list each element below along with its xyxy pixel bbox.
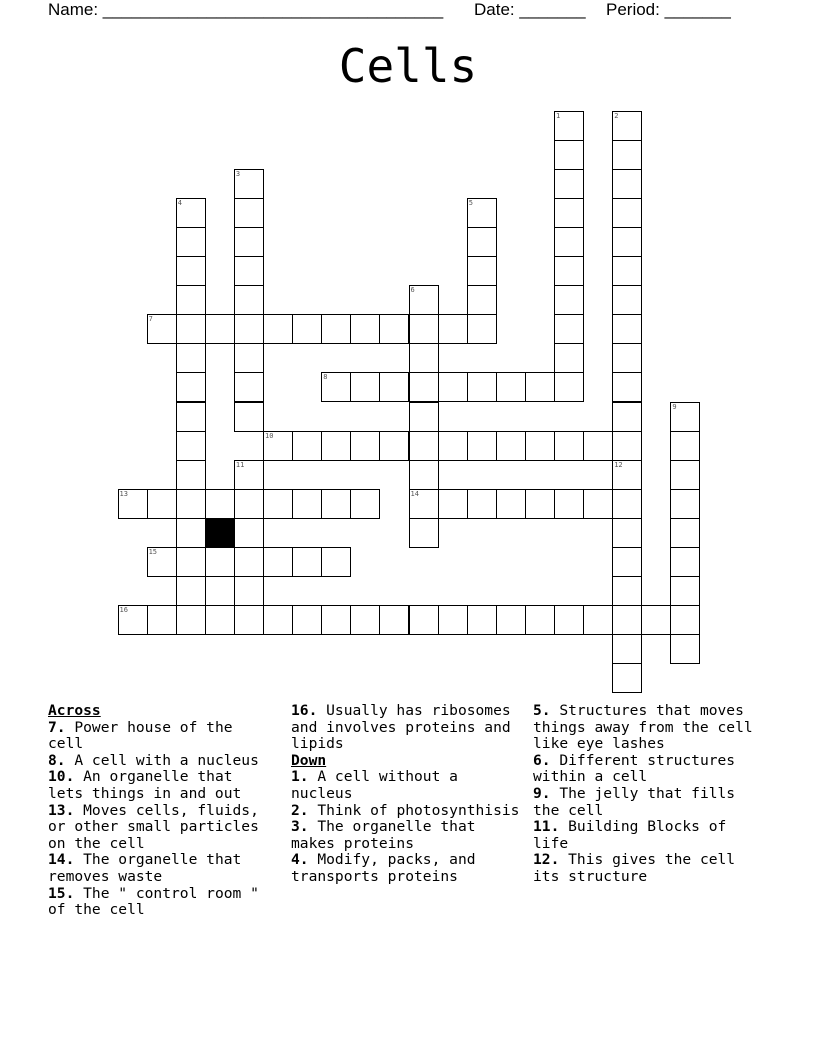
grid-cell[interactable]: [438, 372, 468, 402]
grid-cell[interactable]: [147, 605, 177, 635]
grid-cell[interactable]: [234, 314, 264, 344]
clue-text: The organelle that makes proteins: [291, 818, 476, 852]
grid-cell[interactable]: [670, 518, 700, 548]
clue-number-label: 7.: [48, 718, 66, 736]
grid-cell[interactable]: [234, 605, 264, 635]
grid-cell[interactable]: [350, 489, 380, 519]
clue-number-label: 13.: [48, 801, 75, 819]
clue-number: 9: [672, 402, 677, 411]
clue-number-label: 16.: [291, 702, 318, 719]
grid-cell[interactable]: [205, 489, 235, 519]
grid-cell[interactable]: [147, 547, 177, 577]
across-heading: Across: [48, 702, 101, 719]
grid-cell[interactable]: [612, 489, 642, 519]
clue-text: A cell without a nucleus: [291, 768, 458, 802]
grid-cell[interactable]: [292, 431, 322, 461]
clue-number: 4: [177, 198, 182, 207]
grid-cell[interactable]: [176, 402, 206, 432]
grid-cell[interactable]: [263, 605, 293, 635]
grid-cell[interactable]: [670, 547, 700, 577]
grid-cell[interactable]: [554, 343, 584, 373]
across-clue: [48, 852, 276, 885]
grid-cell[interactable]: [234, 169, 264, 199]
grid-cell[interactable]: [467, 431, 497, 461]
grid-cell[interactable]: [438, 605, 468, 635]
clue-number: 6: [410, 286, 415, 295]
grid-cell[interactable]: [554, 489, 584, 519]
grid-cell[interactable]: [176, 314, 206, 344]
grid-cell[interactable]: [176, 256, 206, 286]
grid-cell[interactable]: [292, 314, 322, 344]
clue-text: This gives the cell its structure: [533, 851, 736, 885]
grid-cell[interactable]: [612, 402, 642, 432]
grid-cell[interactable]: [612, 576, 642, 606]
clue-column-1: [48, 703, 276, 919]
grid-cell[interactable]: [496, 605, 526, 635]
grid-cell[interactable]: [321, 431, 351, 461]
grid-cell[interactable]: [525, 605, 555, 635]
grid-cell[interactable]: [176, 460, 206, 490]
grid-cell[interactable]: [176, 343, 206, 373]
clue-number-label: 15.: [48, 884, 75, 902]
clue-number-label: 14.: [48, 851, 75, 869]
clue-text: The jelly that fills the cell: [533, 784, 736, 819]
clue-number-label: 10.: [48, 768, 75, 786]
grid-cell[interactable]: [554, 140, 584, 170]
grid-cell[interactable]: [583, 431, 613, 461]
grid-cell[interactable]: [612, 663, 642, 693]
grid-cell[interactable]: [118, 489, 148, 519]
grid-cell[interactable]: [409, 314, 439, 344]
clue-text: Modify, packs, and transports proteins: [291, 851, 476, 885]
across-clue: [48, 803, 276, 853]
grid-cell[interactable]: [496, 489, 526, 519]
clue-column-2: [291, 703, 521, 886]
down-clue: [291, 803, 521, 820]
grid-cell[interactable]: [612, 460, 642, 490]
grid-cell[interactable]: [234, 198, 264, 228]
clue-number: 13: [119, 489, 128, 498]
grid-cell[interactable]: [409, 431, 439, 461]
grid-cell[interactable]: [583, 605, 613, 635]
clue-number-label: 8.: [48, 751, 66, 769]
grid-cell[interactable]: [554, 227, 584, 257]
grid-cell[interactable]: [409, 460, 439, 490]
grid-cell[interactable]: [321, 489, 351, 519]
grid-cell[interactable]: [379, 314, 409, 344]
grid-cell[interactable]: [379, 431, 409, 461]
grid-cell[interactable]: [176, 518, 206, 548]
grid-cell[interactable]: [438, 314, 468, 344]
grid-cell[interactable]: [234, 460, 264, 490]
grid-cell[interactable]: [467, 605, 497, 635]
grid-cell[interactable]: [234, 227, 264, 257]
grid-cell[interactable]: [321, 314, 351, 344]
clue-text: Different structures within a cell: [533, 751, 736, 786]
grid-cell[interactable]: [612, 111, 642, 141]
black-square: [205, 518, 235, 548]
grid-cell[interactable]: [234, 343, 264, 373]
down-clue: [291, 852, 521, 885]
clue-number: 2: [614, 111, 619, 120]
down-clue: [533, 786, 763, 819]
grid-cell[interactable]: [409, 343, 439, 373]
grid-cell[interactable]: [641, 605, 671, 635]
clue-number-label: 1.: [291, 768, 309, 786]
name-field[interactable]: Name: ____________________________________: [48, 0, 444, 19]
date-field[interactable]: Date: _______: [474, 0, 586, 19]
grid-cell[interactable]: [612, 169, 642, 199]
clue-number: 7: [148, 315, 153, 324]
grid-cell[interactable]: [176, 227, 206, 257]
grid-cell[interactable]: [176, 489, 206, 519]
grid-cell[interactable]: [292, 605, 322, 635]
clue-text: The " control room " of the cell: [48, 884, 259, 919]
grid-cell[interactable]: [670, 431, 700, 461]
grid-cell[interactable]: [670, 634, 700, 664]
grid-cell[interactable]: [467, 227, 497, 257]
grid-cell[interactable]: [438, 431, 468, 461]
grid-cell[interactable]: [176, 431, 206, 461]
clue-number-label: 6.: [533, 751, 551, 769]
grid-cell[interactable]: [554, 285, 584, 315]
grid-cell[interactable]: [612, 518, 642, 548]
grid-cell[interactable]: [350, 314, 380, 344]
down-clue: [533, 753, 763, 786]
grid-cell[interactable]: [205, 547, 235, 577]
clue-number: 8: [323, 373, 328, 382]
grid-cell[interactable]: [409, 402, 439, 432]
clue-text: Think of photosynthisis: [308, 801, 520, 819]
grid-cell[interactable]: [176, 605, 206, 635]
grid-cell[interactable]: [612, 227, 642, 257]
grid-cell[interactable]: [554, 111, 584, 141]
clue-number-label: 11.: [533, 818, 560, 836]
grid-cell[interactable]: [234, 372, 264, 402]
grid-cell[interactable]: [554, 256, 584, 286]
down-clue: [533, 703, 763, 753]
grid-cell[interactable]: [467, 285, 497, 315]
grid-cell[interactable]: [176, 547, 206, 577]
grid-cell[interactable]: [554, 605, 584, 635]
grid-cell[interactable]: [176, 372, 206, 402]
clue-text: An organelle that lets things in and out: [48, 768, 242, 802]
grid-cell[interactable]: [292, 547, 322, 577]
grid-cell[interactable]: [670, 489, 700, 519]
grid-cell[interactable]: [670, 460, 700, 490]
down-clue: [533, 852, 763, 885]
grid-cell[interactable]: [409, 489, 439, 519]
grid-cell[interactable]: [612, 198, 642, 228]
clue-number: 1: [556, 111, 561, 120]
clue-text: Power house of the cell: [48, 718, 233, 753]
grid-cell[interactable]: [147, 314, 177, 344]
grid-cell[interactable]: [234, 489, 264, 519]
grid-cell[interactable]: [554, 431, 584, 461]
clue-number: 12: [614, 460, 623, 469]
grid-cell[interactable]: [176, 285, 206, 315]
clue-number: 3: [235, 169, 241, 178]
clue-number: 11: [235, 460, 245, 469]
grid-cell[interactable]: [554, 198, 584, 228]
across-clue: [48, 769, 276, 802]
grid-cell[interactable]: [612, 372, 642, 402]
grid-cell[interactable]: [176, 576, 206, 606]
grid-cell[interactable]: [409, 605, 439, 635]
clue-number-label: 2.: [291, 801, 309, 819]
clue-number-label: 9.: [533, 784, 551, 802]
grid-cell[interactable]: [234, 285, 264, 315]
grid-cell[interactable]: [554, 314, 584, 344]
clue-number-label: 5.: [533, 702, 551, 719]
grid-cell[interactable]: [670, 576, 700, 606]
clue-text: Structures that moves things away from the cell like eye lashes: [533, 702, 753, 753]
grid-cell[interactable]: [496, 431, 526, 461]
grid-cell[interactable]: [292, 489, 322, 519]
clue-number-label: 4.: [291, 851, 309, 869]
puzzle-title: Cells: [338, 39, 478, 93]
grid-cell[interactable]: [612, 634, 642, 664]
grid-cell[interactable]: [670, 605, 700, 635]
grid-cell[interactable]: [409, 285, 439, 315]
clue-number: 14: [410, 489, 419, 498]
down-clue: [291, 819, 521, 852]
grid-cell[interactable]: [525, 489, 555, 519]
grid-cell[interactable]: [263, 314, 293, 344]
grid-cell[interactable]: [612, 140, 642, 170]
grid-cell[interactable]: [321, 372, 351, 402]
grid-cell[interactable]: [467, 314, 497, 344]
grid-cell[interactable]: [379, 372, 409, 402]
grid-cell[interactable]: [234, 576, 264, 606]
clue-number: 10: [265, 431, 274, 440]
period-field[interactable]: Period: _______: [606, 0, 731, 19]
grid-cell[interactable]: [321, 547, 351, 577]
grid-cell[interactable]: [321, 605, 351, 635]
grid-cell[interactable]: [554, 372, 584, 402]
grid-cell[interactable]: [263, 489, 293, 519]
grid-cell[interactable]: [205, 605, 235, 635]
grid-cell[interactable]: [467, 489, 497, 519]
clue-number-label: 3.: [291, 818, 309, 836]
across-clue: [48, 886, 276, 919]
grid-cell[interactable]: [554, 169, 584, 199]
grid-cell[interactable]: [350, 605, 380, 635]
clue-column-3: [533, 703, 763, 886]
grid-cell[interactable]: [234, 547, 264, 577]
across-clue: [291, 703, 521, 753]
grid-cell[interactable]: [263, 431, 293, 461]
grid-cell[interactable]: [350, 372, 380, 402]
grid-cell[interactable]: [583, 489, 613, 519]
grid-cell[interactable]: [438, 489, 468, 519]
grid-cell[interactable]: [176, 198, 206, 228]
grid-cell[interactable]: [670, 402, 700, 432]
clue-text: Building Blocks of life: [533, 818, 727, 852]
grid-cell[interactable]: [525, 431, 555, 461]
grid-cell[interactable]: [467, 372, 497, 402]
grid-cell[interactable]: [234, 256, 264, 286]
clue-text: Usually has ribosomes and involves proteins and lipids: [291, 702, 511, 753]
grid-cell[interactable]: [409, 372, 439, 402]
down-clue: [291, 769, 521, 802]
grid-cell[interactable]: [379, 605, 409, 635]
grid-cell[interactable]: [525, 372, 555, 402]
clue-text: Moves cells, fluids, or other small particles on the cell: [48, 801, 259, 852]
grid-cell[interactable]: [234, 518, 264, 548]
grid-cell[interactable]: [263, 547, 293, 577]
across-clue: [48, 753, 276, 770]
grid-cell[interactable]: [234, 402, 264, 432]
grid-cell[interactable]: [350, 431, 380, 461]
clue-number-label: 12.: [533, 851, 560, 869]
grid-cell[interactable]: [496, 372, 526, 402]
grid-cell[interactable]: [118, 605, 148, 635]
grid-cell[interactable]: [612, 605, 642, 635]
grid-cell[interactable]: [612, 285, 642, 315]
grid-cell[interactable]: [612, 547, 642, 577]
across-clue: [48, 720, 276, 753]
clue-text: The organelle that removes waste: [48, 851, 242, 885]
grid-cell[interactable]: [612, 314, 642, 344]
grid-cell[interactable]: [467, 198, 497, 228]
down-heading: Down: [291, 751, 327, 769]
down-clue: [533, 819, 763, 852]
grid-cell[interactable]: [467, 256, 497, 286]
clue-text: A cell with a nucleus: [65, 751, 259, 769]
clue-number: 16: [119, 606, 128, 615]
grid-cell[interactable]: [409, 518, 439, 548]
clue-number: 5: [468, 198, 473, 207]
grid-cell[interactable]: [612, 256, 642, 286]
grid-cell[interactable]: [612, 431, 642, 461]
clue-number: 15: [148, 548, 158, 556]
grid-cell[interactable]: [612, 343, 642, 373]
grid-cell[interactable]: [147, 489, 177, 519]
grid-cell[interactable]: [205, 314, 235, 344]
